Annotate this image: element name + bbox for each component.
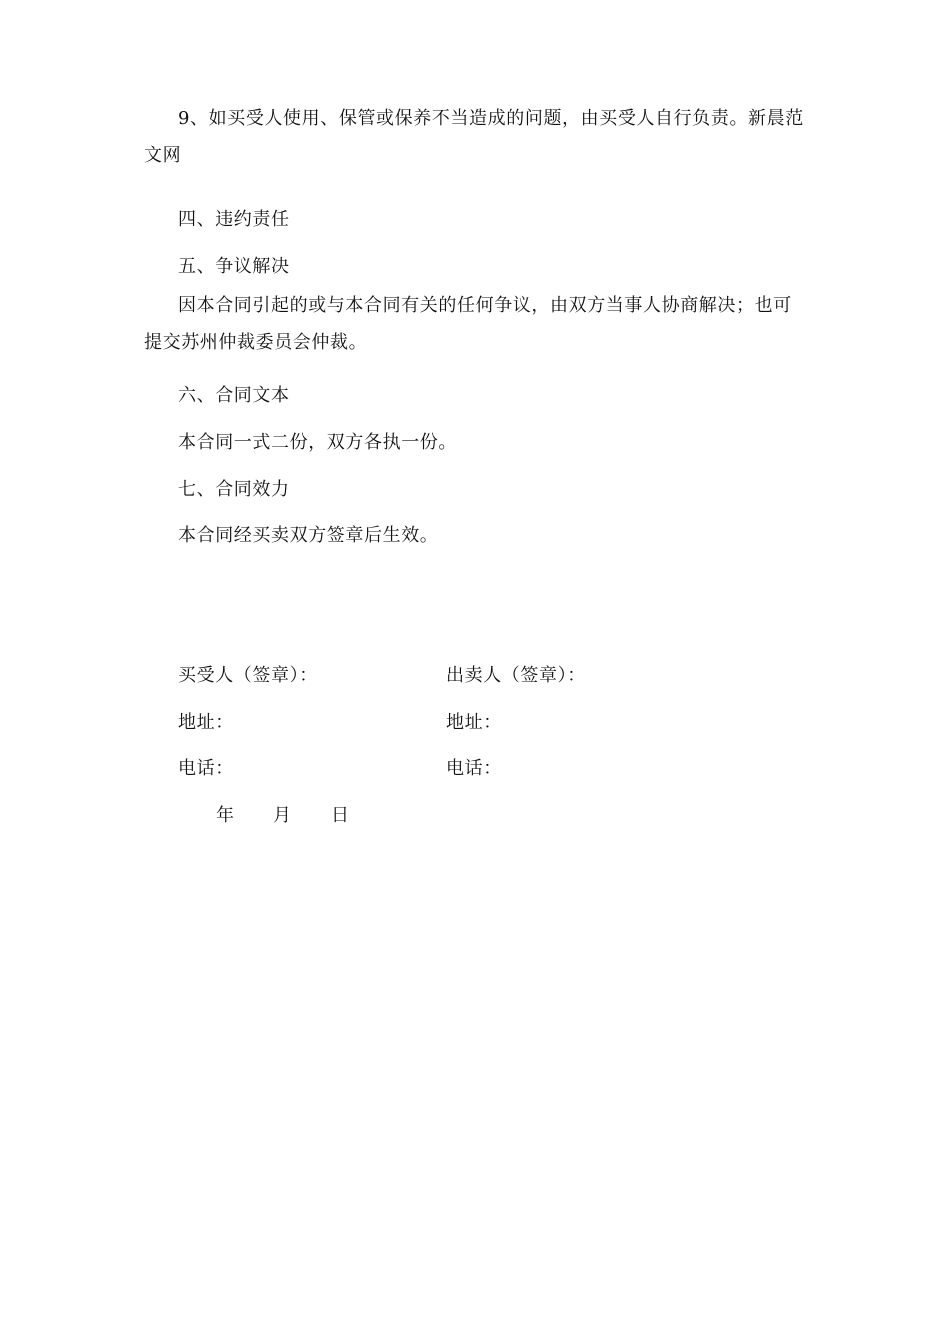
seller-signature-label: 出卖人（签章）： [446, 665, 586, 686]
date-month-label: 月 [273, 805, 291, 826]
buyer-address-label: 地址： [178, 712, 234, 733]
section-heading-contract-effect: 七、合同效力 [178, 479, 290, 500]
section-heading-dispute-resolution: 五、争议解决 [178, 256, 290, 277]
dispute-resolution-paragraph: 因本合同引起的或与本合同有关的任何争议，由双方当事人协商解决；也可提交苏州仲裁委员会仲裁。 [144, 295, 792, 353]
section-heading-contract-copies: 六、合同文本 [178, 385, 290, 406]
seller-address-label: 地址： [446, 712, 502, 733]
buyer-phone-label: 电话： [178, 758, 234, 779]
date-day-label: 日 [331, 805, 349, 826]
section-heading-breach-liability: 四、违约责任 [178, 209, 290, 230]
clause-9-paragraph: 9、如买受人使用、保管或保养不当造成的问题，由买受人自行负责。新晨范文网 [144, 108, 804, 166]
date-year-label: 年 [216, 805, 234, 826]
buyer-signature-label: 买受人（签章）： [178, 665, 318, 686]
seller-phone-label: 电话： [446, 758, 502, 779]
contract-effect-paragraph: 本合同经买卖双方签章后生效。 [178, 525, 439, 546]
contract-copies-paragraph: 本合同一式二份，双方各执一份。 [178, 432, 457, 453]
